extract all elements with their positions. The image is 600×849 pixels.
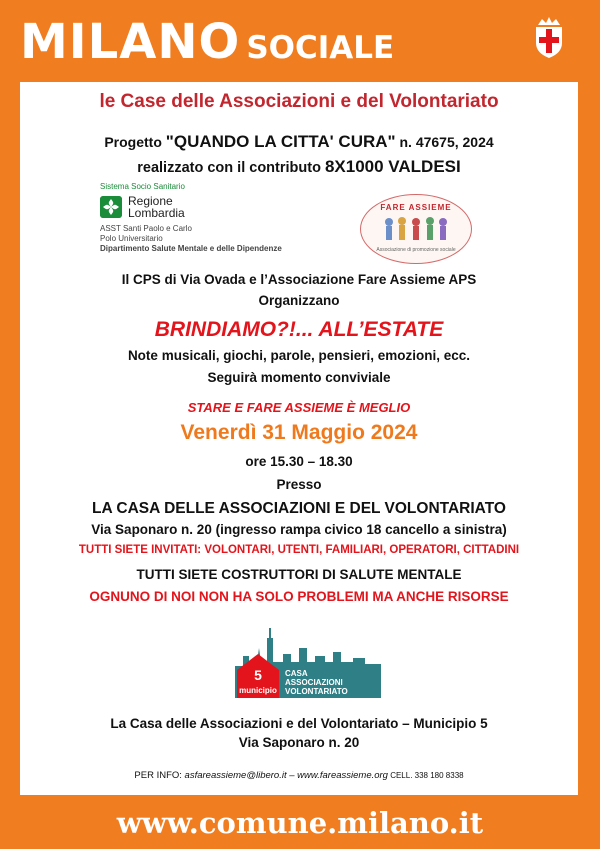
regione-name-line1: Regione	[128, 194, 173, 208]
event-date: Venerdì 31 Maggio 2024	[180, 421, 418, 444]
builders-line: TUTTI SIETE COSTRUTTORI DI SALUTE MENTALE	[136, 567, 462, 582]
info-site-link[interactable]: www.fareassieme.org	[297, 770, 388, 781]
resources-line: OGNUNO DI NOI NON HA SOLO PROBLEMI MA ANCHE RISORSE	[89, 589, 509, 604]
info-phone: CELL. 338 180 8338	[387, 771, 464, 780]
project-line	[20, 132, 578, 152]
brand-sub: SOCIALE	[246, 30, 395, 66]
asst-line3: Dipartimento Salute Mentale e delle Dipendenze	[100, 244, 282, 253]
contribution-value: 8X1000 VALDESI	[324, 157, 461, 176]
municipio-5-logo	[233, 618, 383, 700]
regione-lombardia-logo	[100, 182, 300, 260]
brand-main: MILANO	[20, 14, 241, 70]
brand-title	[20, 14, 394, 70]
contribution-line	[20, 157, 578, 177]
regione-cross-icon	[100, 196, 122, 218]
info-prefix: PER INFO:	[134, 770, 185, 781]
content-panel	[20, 82, 578, 795]
cps-line: Il CPS di Via Ovada e l’Associazione Fare Assieme APS	[121, 272, 477, 287]
project-number: n. 47675, 2024	[395, 134, 494, 150]
footer-address-line: Via Saponaro n. 20	[238, 735, 360, 750]
venue-address: Via Saponaro n. 20 (ingresso rampa civico 18 cancello a sinistra)	[91, 522, 507, 537]
event-notes: Note musicali, giochi, parole, pensieri, emozioni, ecc.	[127, 348, 471, 363]
event-follow: Seguirà momento conviviale	[207, 370, 391, 385]
fare-assieme-title: FARE ASSIEME	[380, 203, 452, 212]
info-line	[20, 770, 578, 781]
regione-name-line2: Lombardia	[128, 206, 185, 220]
project-prefix: Progetto	[104, 134, 166, 150]
invitation-line: TUTTI SIETE INVITATI: VOLONTARI, UTENTI, FAMILIARI, OPERATORI, CITTADINI	[78, 544, 520, 556]
event-time: ore 15.30 – 18.30	[245, 454, 353, 469]
event-title: BRINDIAMO?!... ALL’ESTATE	[154, 318, 444, 341]
municipio-line3: VOLONTARIATO	[285, 687, 348, 696]
project-name: "QUANDO LA CITTA' CURA"	[165, 132, 396, 151]
municipio-number: 5	[254, 667, 262, 683]
municipio-line2: ASSOCIAZIONI	[285, 678, 343, 687]
motto: STARE E FARE ASSIEME È MEGLIO	[187, 400, 411, 415]
footer-venue-line: La Casa delle Associazioni e del Volontariato – Municipio 5	[110, 716, 488, 731]
subtitle: le Case delle Associazioni e del Volontariato	[99, 91, 499, 112]
regione-name	[128, 195, 185, 219]
venue-name: LA CASA DELLE ASSOCIAZIONI E DEL VOLONTARIATO	[92, 500, 506, 517]
contribution-prefix: realizzato con il contributo	[137, 160, 325, 176]
event-at: Presso	[276, 477, 322, 492]
header-bar	[0, 0, 600, 82]
municipio-line1: CASA	[285, 669, 308, 678]
people-illustration-icon	[381, 215, 451, 243]
asst-line1: ASST Santi Paolo e Carlo	[100, 224, 192, 233]
fare-assieme-logo	[360, 194, 472, 264]
organize-line: Organizzano	[258, 293, 340, 308]
info-separator: –	[286, 770, 298, 781]
asst-line2: Polo Universitario	[100, 234, 163, 243]
asst-text	[100, 224, 282, 254]
milano-crest-icon	[532, 15, 566, 59]
municipio-word: municipio	[239, 686, 277, 695]
info-email-link[interactable]: asfareassieme@libero.it	[184, 770, 287, 781]
regione-system-label: Sistema Socio Sanitario	[100, 182, 185, 191]
fare-assieme-subtitle: Associazione di promozione sociale	[376, 247, 456, 253]
footer-url-link[interactable]: www.comune.milano.it	[116, 806, 484, 840]
